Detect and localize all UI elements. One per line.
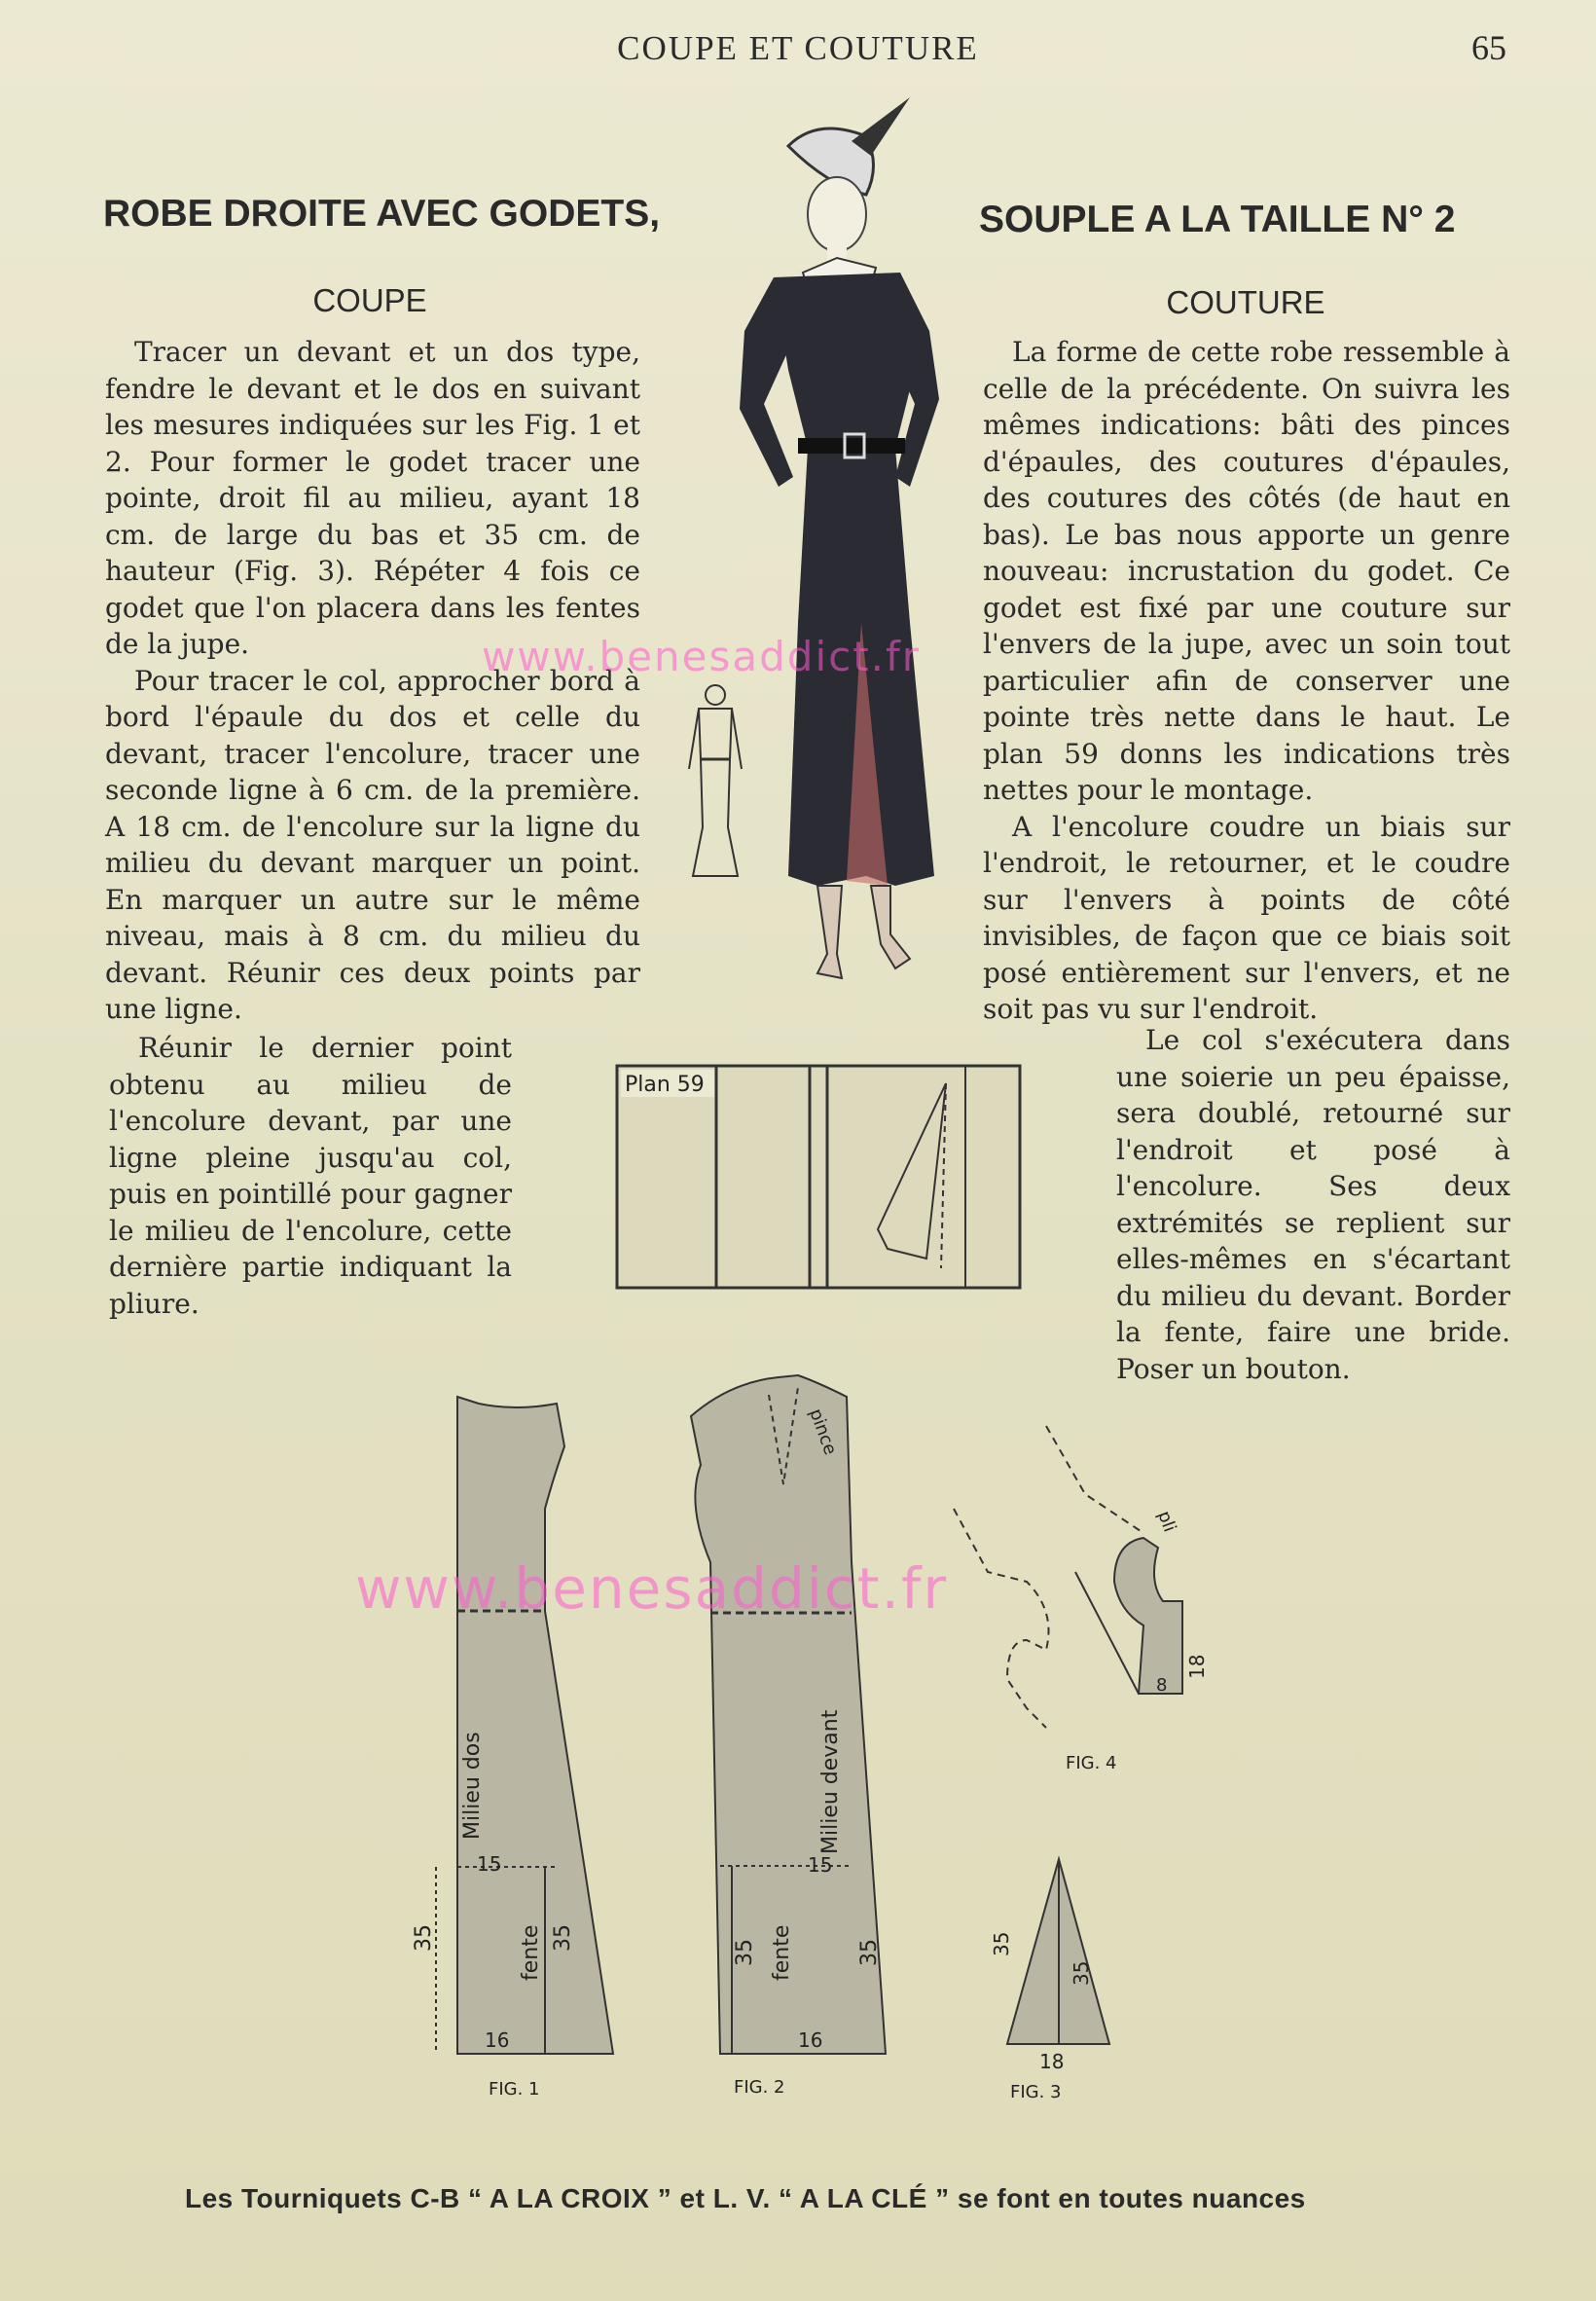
fig-3-side-label: 35 [990,1931,1013,1956]
watermark-2: www.benesaddict.fr [355,1555,949,1622]
fig-4-label: FIG. 4 [1066,1753,1117,1773]
fig-2-h1: 35 [733,1939,757,1966]
belt [798,438,905,454]
fig-4-collar-pattern [949,1416,1231,1806]
coupe-text-narrow [109,1030,512,1322]
fig-2-pattern [662,1358,915,2107]
left-leg [817,886,842,978]
fig-1-pattern [412,1382,642,2112]
fig-3-base-label: 18 [1039,2050,1065,2073]
fig-4-collar-piece [1114,1538,1182,1694]
footer-advert: Les Tourniquets C-B “ A LA CROIX ” et L. V. “ A LA CLÉ ” se font en toutes nuances [185,2183,1306,2213]
couture-paragraph-3: Le col s'exécutera dans une soierie un peu épaisse, sera doublé, retourné sur l'endroit et posé à l'encolure. Ses deux extrémités se replient sur elles-mêmes en s'écartant du milieu du devant. Border la fente, faire une bride. Poser un bouton. [1116,1024,1510,1385]
couture-heading: COUTURE [1166,284,1325,320]
fig-2-label: FIG. 2 [734,2077,785,2098]
fig-2-h2: 35 [857,1939,882,1966]
back-view-figure [681,681,749,895]
coupe-text [105,334,640,1028]
fig-1-top-label: 15 [477,1852,502,1876]
fig-2-fente-label: fente [770,1924,794,1981]
watermark-1: www.benesaddict.fr [482,633,922,680]
fig-2-pince-label: pince [805,1406,841,1458]
fig-1-h1: 35 [412,1924,436,1952]
coupe-paragraph-2: Pour tracer le col, approcher bord à bord l'épaule du dos et celle du devant, tracer l'encolure, tracer une seconde ligne à 6 cm. de la première. A 18 cm. de l'encolure sur la ligne du milieu du devant marquer un point. En marquer un autre sur le même niveau, mais à 8 cm. du milieu du devant. Réunir ces deux points par une ligne. [105,664,640,1025]
fig-1-fente-label: fente [519,1924,543,1981]
fig-1-label: FIG. 1 [489,2079,540,2100]
fig-1-milieu-label: Milieu dos [460,1732,485,1840]
fig-1-h2: 35 [551,1924,575,1952]
couture-paragraph-2: A l'encolure coudre un biais sur l'endroit, le retourner, et le coudre sur l'envers à points de côté invisibles, de façon que ce biais soit posé entièrement sur l'envers, et ne soit pas vu sur l'endroit. [983,810,1510,1025]
face [808,177,866,251]
fig-3-label: FIG. 3 [1010,2082,1062,2102]
coupe-paragraph-1: Tracer un devant et un dos type, fendre le devant et le dos en suivant les mesures indiquées sur les Fig. 1 et 2. Pour former le godet tracer une pointe, droit fil au milieu, ayant 18 cm. de large du bas et 35 cm. de hauteur (Fig. 3). Répéter 4 fois ce godet que l'on placera dans les fentes de la jupe. [105,336,640,660]
fig-4-pli-label: pli [1153,1508,1180,1535]
fig-3-godet [983,1849,1158,2112]
plan-frame [617,1066,1020,1288]
plan-59-diagram [615,1064,1022,1290]
back-view-dress [693,709,738,876]
fig-4-h-label: 18 [1185,1654,1209,1679]
fig-4-w-label: 8 [1156,1675,1168,1696]
couture-text-narrow [1116,1022,1510,1387]
coupe-paragraph-3: Réunir le dernier point obtenu au milieu de l'encolure devant, par une ligne pleine jusqu'au col, puis en pointillé pour gagner le milieu de l'encolure, cette dernière partie indiquant la pliure. [109,1032,512,1320]
couture-paragraph-1: La forme de cette robe ressemble à celle de la précédente. On suivra les mêmes indications: bâti des pinces d'épaules, des coutures d'épaules, des coutures des côtés (de haut en bas). Le bas nous apporte un genre nouveau: incrustation du godet. Ce godet est fixé par une couture sur l'envers de la jupe, avec un soin tout particulier afin de conserver une pointe très nette dans le haut. Le plan 59 donns les indications très nettes pour le montage. [983,336,1510,806]
fig-2-milieu-label: Milieu devant [818,1709,843,1854]
coupe-heading: COUPE [312,282,427,318]
fig-1-bottom-label: 16 [485,2028,510,2052]
running-header: COUPE ET COUTURE [617,29,979,67]
title-right: SOUPLE A LA TAILLE N° 2 [979,199,1456,240]
hat-feather [852,97,910,156]
fig-2-bottom-label: 16 [798,2028,823,2052]
back-view-head [706,685,725,705]
title-left: ROBE DROITE AVEC GODETS, [103,193,661,235]
fig-2-top-label: 15 [808,1853,833,1877]
fig-4-shoulder-dash [1046,1426,1143,1533]
right-leg [871,886,910,968]
couture-text [983,334,1510,1028]
page-number: 65 [1471,28,1506,67]
fig-3-center-label: 35 [1070,1960,1093,1986]
fig-4-neckline-dash [954,1509,1049,1728]
plan-label: Plan 59 [625,1073,705,1097]
